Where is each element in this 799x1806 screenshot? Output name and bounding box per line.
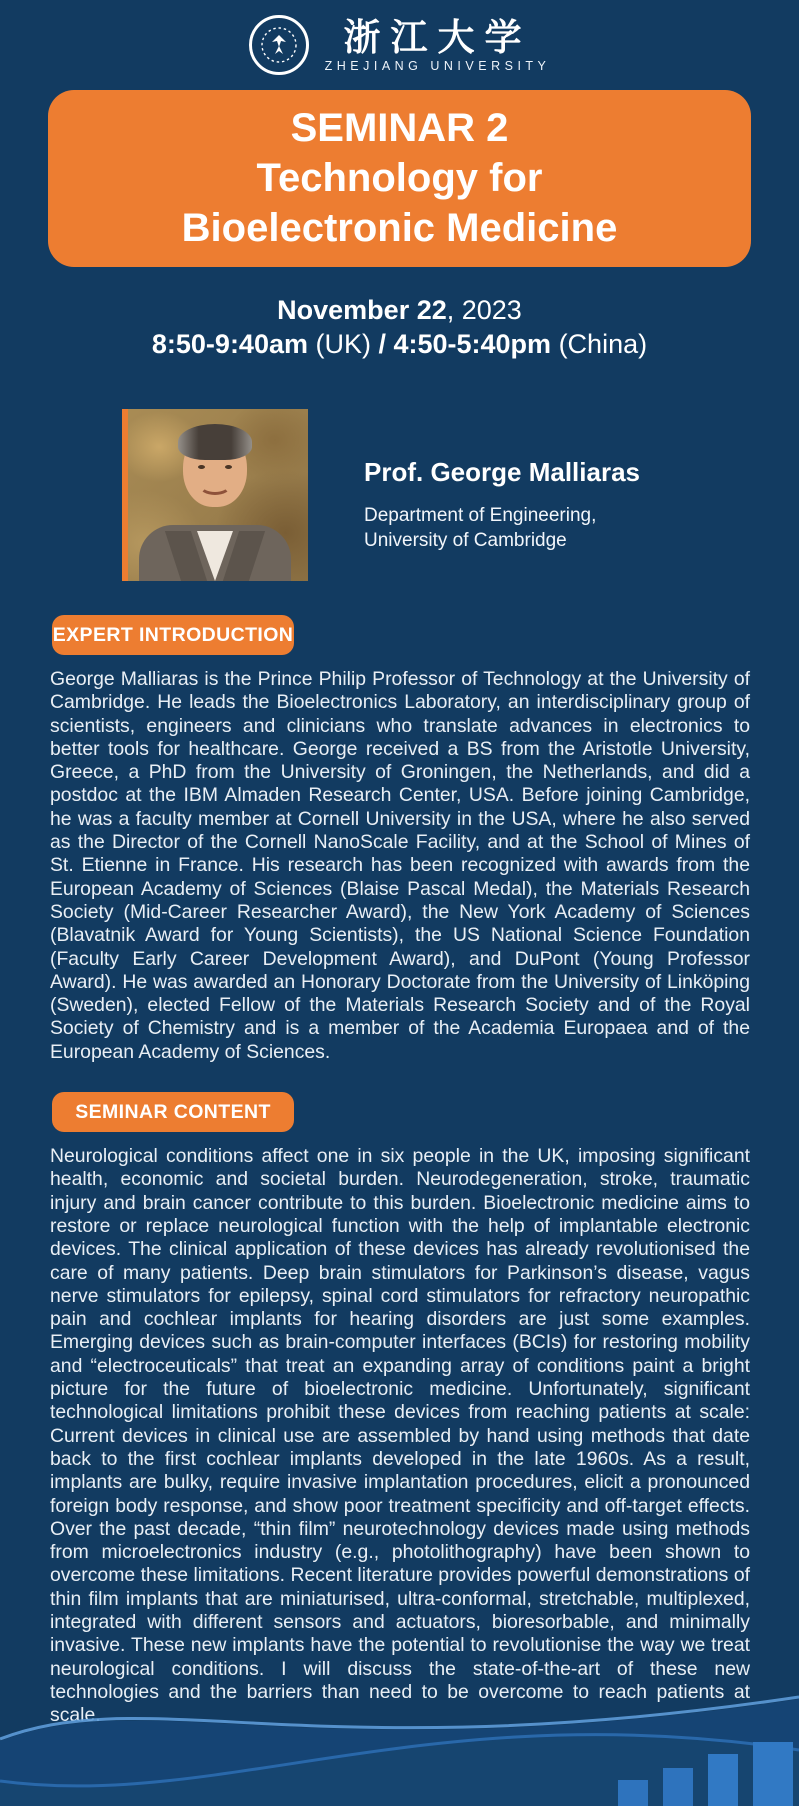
seminar-title-line3: Bioelectronic Medicine bbox=[181, 206, 618, 250]
section-expert-introduction bbox=[0, 615, 799, 1064]
seminar-content-badge: SEMINAR CONTENT bbox=[52, 1092, 294, 1132]
expert-introduction-badge: EXPERT INTRODUCTION bbox=[52, 615, 294, 655]
speaker-photo-eye bbox=[198, 465, 205, 469]
speaker-photo bbox=[122, 409, 308, 581]
university-name-zh: 浙江大学 bbox=[343, 16, 532, 58]
university-logo bbox=[0, 0, 799, 78]
speaker-info bbox=[364, 409, 640, 581]
university-name bbox=[325, 18, 551, 73]
time-china: / 4:50-5:40pm bbox=[378, 329, 552, 359]
bar-chart-decoration bbox=[618, 1742, 793, 1806]
speaker-name: Prof. George Malliaras bbox=[364, 457, 640, 487]
photo-accent-bar bbox=[122, 409, 128, 581]
speaker-photo-hair bbox=[178, 424, 252, 460]
time-uk-zone: (UK) bbox=[307, 329, 379, 359]
expert-introduction-text: George Malliaras is the Prince Philip Professor of Technology at the University of Cambridge. He leads the Bioelectronics Laboratory, an interdisciplinary group of scientists, engineers and clinicians who translate advances in electronics to better tools for healthcare. George received a BS from the Aristotle University, Greece, a PhD from the University of Groningen, the Netherlands, and did a postdoc at the IBM Almaden Research Center, USA. Before joining Cambridge, he was a faculty member at Cornell University in the USA, where he also served as the Director of the Cornell NanoScale Facility, and at the School of Mines of St. Etienne in France. His research has been recognized with awards from the European Academy of Sciences (Blaise Pascal Medal), the Materials Research Society (Mid-Career Researcher Award), the New York Academy of Sciences (Blavatnik Award for Young Scientists), the US National Science Foundation (Faculty Early Career Development Award), and DuPont (Young Professor Award). He was awarded an Honorary Doctorate from the University of Linköping (Sweden), elected Fellow of the Materials Research Society and of the Royal Society of Chemistry and is a member of the Academia Europaea and of the European Academy of Sciences. bbox=[50, 668, 750, 1063]
speaker-block bbox=[122, 409, 799, 581]
seminar-schedule bbox=[0, 293, 799, 361]
time-uk: 8:50-9:40am bbox=[151, 329, 308, 359]
seminar-title-line2: Technology for bbox=[256, 156, 543, 200]
speaker-photo-smile bbox=[199, 476, 231, 495]
seminar-date bbox=[0, 293, 799, 327]
seminar-content-text: Neurological conditions affect one in six people in the UK, imposing significant health, economic and societal burden. Neurodegeneration, stroke, traumatic injury and brain cancer contribute to this burden. Bioelectronic medicine aims to restore or replace neurological function with the help of implantable electronic devices. The clinical application of these devices has already revolutionised the care of many patients. Deep brain stimulators for Parkinson’s disease, vagus nerve stimulators for epilepsy, spinal cord stimulators for refractory neuropathic pain and cochlear implants for hearing disorders are just some examples. Emerging devices such as brain-computer interfaces (BCIs) for restoring mobility and “electroceuticals” that treat an expanding array of conditions paint a bright picture for the future of bioelectronic medicine. Unfortunately, significant technological limitations prohibit these devices from reaching patients at scale: Current devices in clinical use are assembled by hand using methods that date back to the first cochlear implants developed in the late 1960s. As a result, implants are bulky, require invasive implantation procedures, elicit a pronounced foreign body response, and show poor treatment specificity and off-target effects. Over the past decade, “thin film” neurotechnology devices made using methods from microelectronics industry (e.g., photolithography) have been shown to overcome these limitations. Recent literature provides powerful demonstrations of thin film implants that are miniaturised, ultra-conformal, stretchable, multiplexed, integrated with different sensors and actuators, bioresorbable, and minimally invasive. These new implants have the potential to revolutionise the way we treat neurological conditions. I will discuss the state-of-the-art of these new technologies and the barriers than need to be overcome to reach patients at scale. bbox=[50, 1145, 750, 1727]
speaker-affiliation-line1: Department of Engineering, bbox=[364, 505, 597, 526]
seminar-title-banner bbox=[48, 90, 751, 267]
speaker-photo-eye bbox=[225, 465, 232, 469]
zju-seal-icon bbox=[249, 15, 309, 75]
date-main: November 22 bbox=[277, 295, 447, 325]
speaker-affiliation-line2: University of Cambridge bbox=[364, 530, 567, 551]
speaker-affiliation bbox=[364, 503, 640, 553]
university-name-en: ZHEJIANG UNIVERSITY bbox=[324, 58, 551, 73]
section-seminar-content bbox=[0, 1092, 799, 1727]
seminar-title-line1: SEMINAR 2 bbox=[290, 106, 509, 150]
seminar-time bbox=[0, 327, 799, 361]
date-year: , 2023 bbox=[446, 295, 522, 325]
speaker-photo-face bbox=[183, 429, 247, 507]
time-china-zone: (China) bbox=[551, 329, 648, 359]
